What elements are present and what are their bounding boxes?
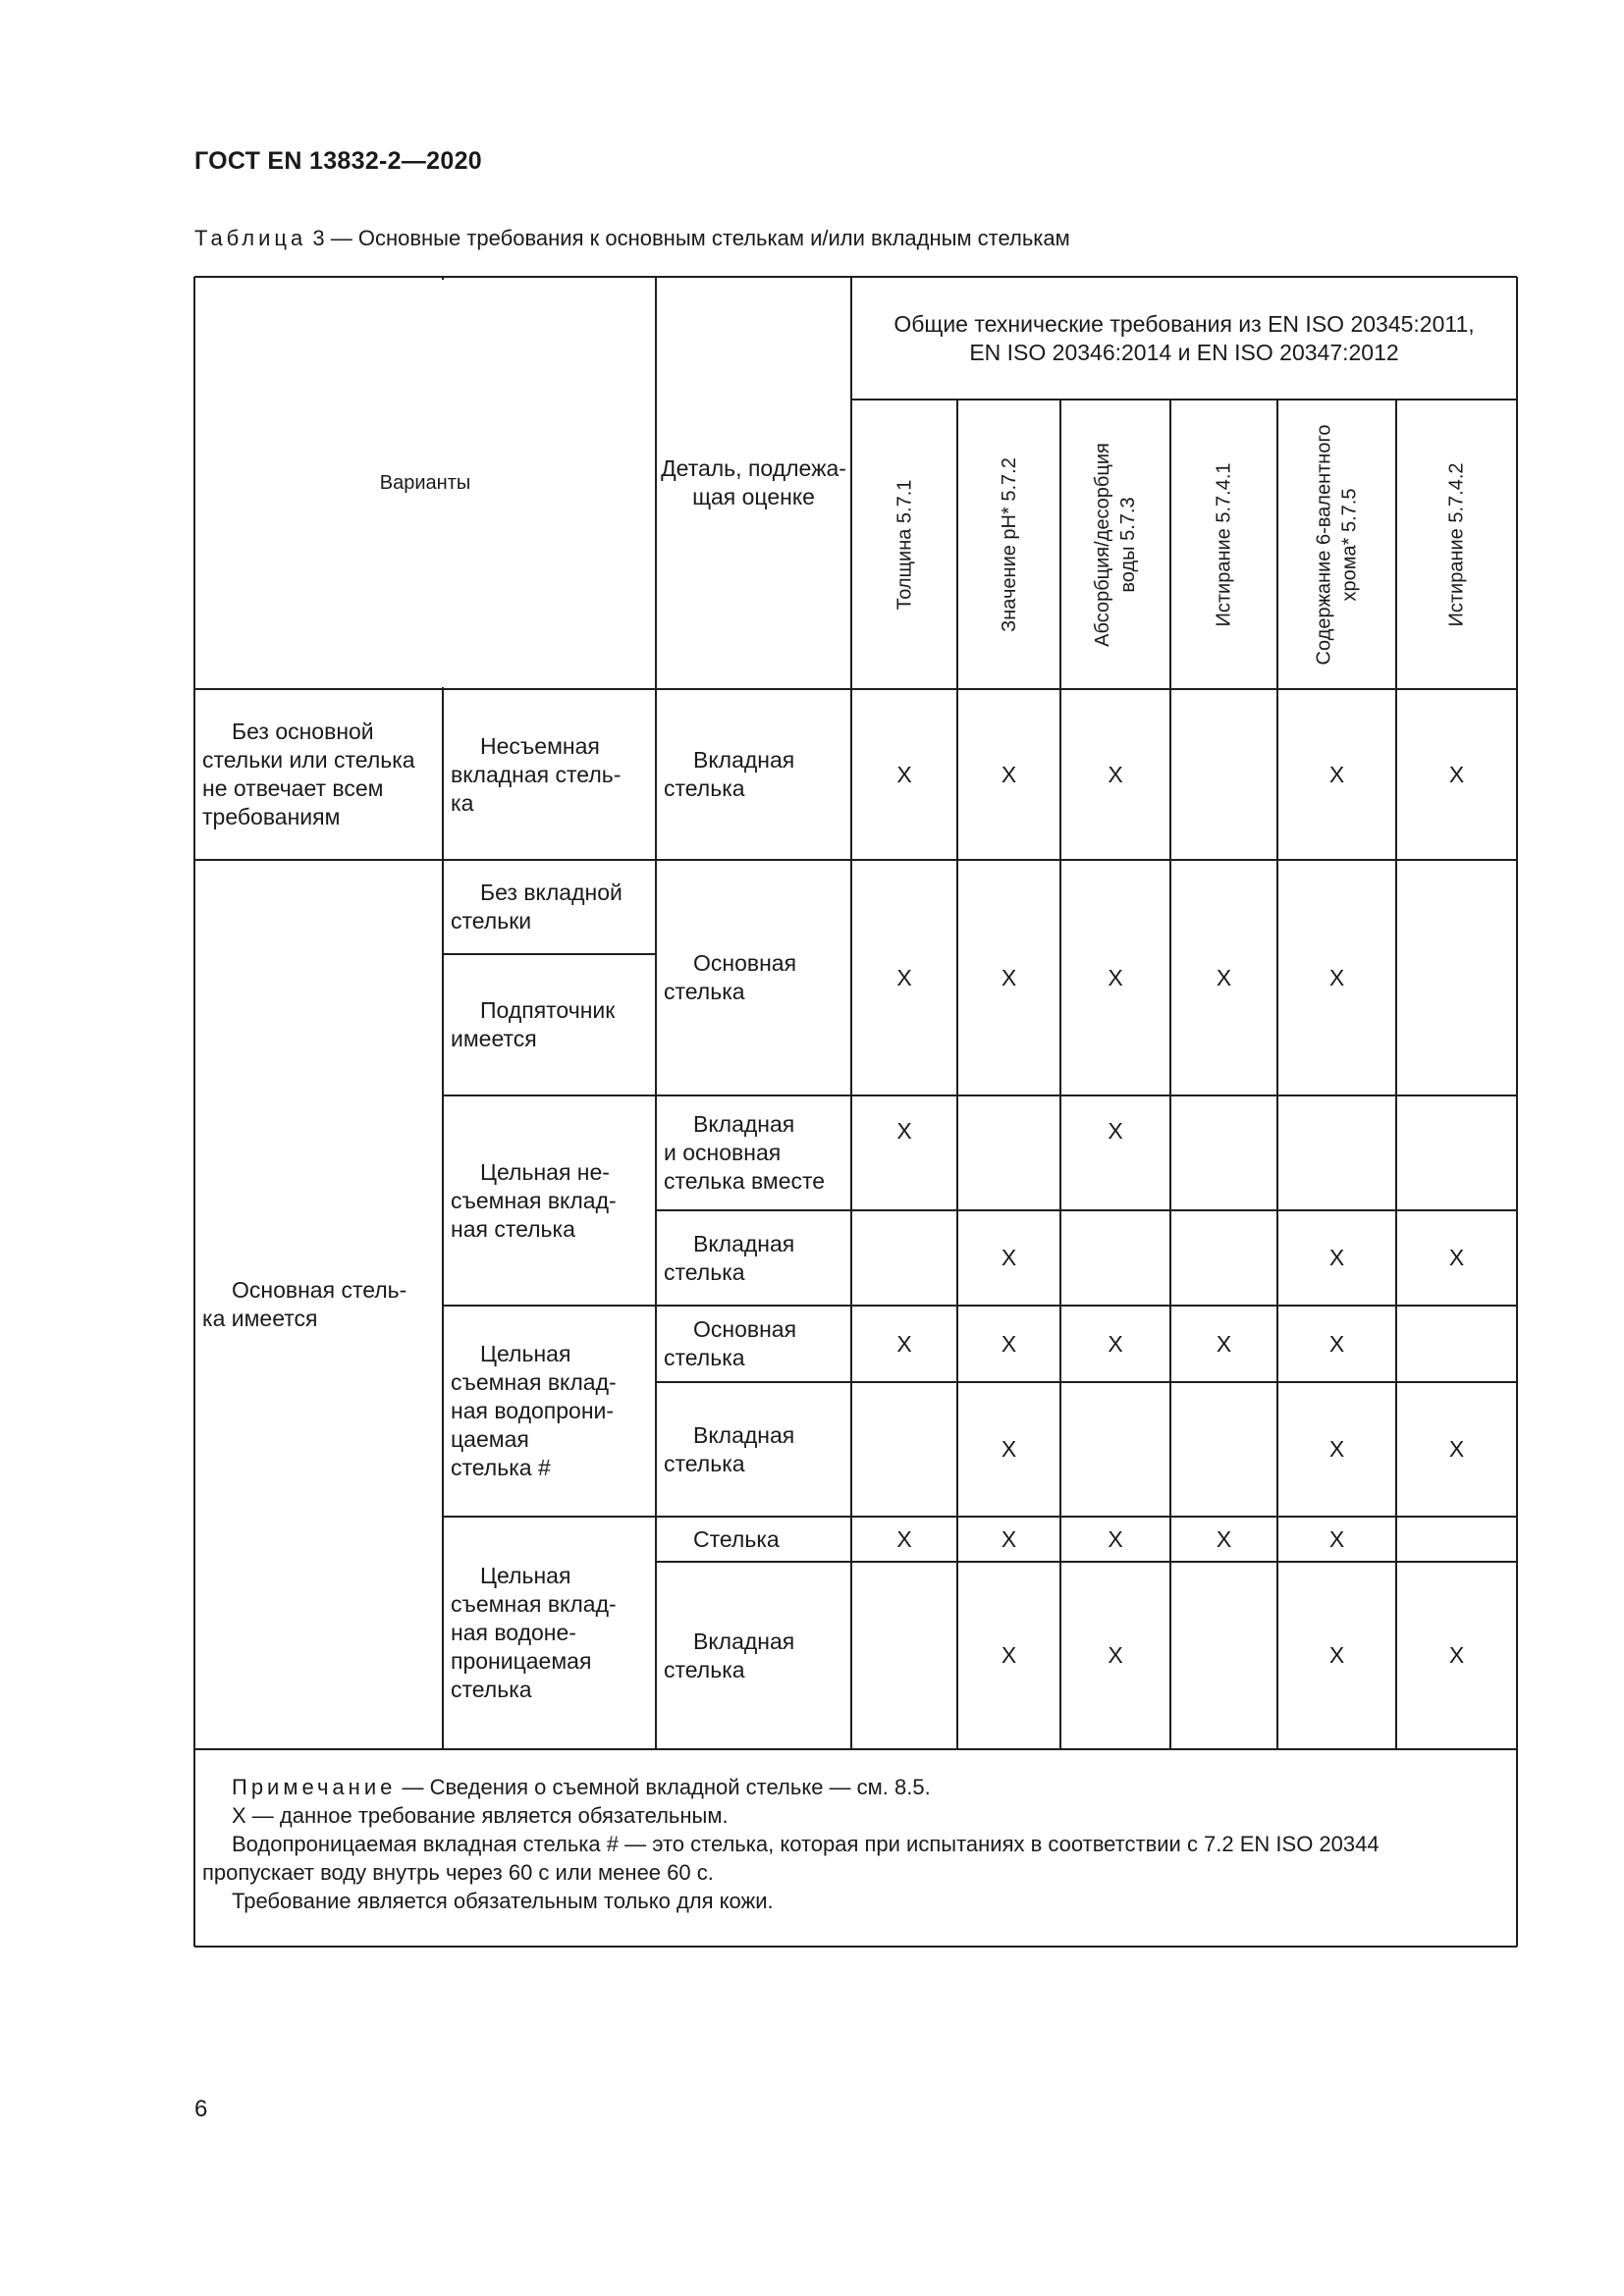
requirement-mark: X <box>896 1525 912 1552</box>
subvariant-line: цаемая <box>451 1426 529 1452</box>
requirement-column-label <box>997 457 1022 632</box>
requirement-mark: X <box>1328 1642 1345 1668</box>
requirement-mark <box>1396 1095 1517 1210</box>
part-line: Стелька <box>693 1525 780 1552</box>
variant-line: не отвечает всем <box>202 775 384 801</box>
subvariant-line: стелька # <box>451 1455 551 1480</box>
requirement-column-header <box>851 400 957 689</box>
part-text <box>664 1110 825 1196</box>
part-line: стелька <box>664 775 745 801</box>
requirement-column-line: Истирание 5.7.4.2 <box>1445 461 1468 627</box>
subvariant-cell <box>443 689 656 860</box>
part-line: стелька вместе <box>664 1168 826 1194</box>
part-cell <box>656 1306 851 1382</box>
requirement-mark: X <box>1001 964 1017 990</box>
requirement-mark <box>1060 1382 1170 1517</box>
requirement-column-line: Толщина 5.7.1 <box>893 479 915 610</box>
part-text <box>664 1315 796 1372</box>
requirement-column-header <box>1396 400 1517 689</box>
table-notes <box>202 1773 1510 1915</box>
part-line: стелька <box>664 1450 745 1476</box>
requirement-column-label <box>1444 462 1470 626</box>
subvariant-line: Цельная не- <box>480 1158 610 1185</box>
requirement-mark <box>1396 1517 1517 1562</box>
requirement-mark <box>1170 1382 1277 1517</box>
subvariant-text <box>451 1562 617 1704</box>
general-requirements-line: EN ISO 20346:2014 и EN ISO 20347:2012 <box>969 339 1399 365</box>
subvariant-line: имеется <box>451 1026 537 1051</box>
variant-text <box>202 1276 406 1333</box>
subvariant-line: ная водопрони- <box>451 1398 615 1423</box>
part-text <box>664 746 794 803</box>
caption-prefix: Таблица <box>194 226 307 250</box>
note-line: Водопроницаемая вкладная стелька # — это стелька, которая при испытаниях в соответствии с 7.2 EN ISO 20344 <box>232 1832 1380 1856</box>
subvariant-cell <box>443 954 656 1095</box>
requirement-mark: X <box>1448 1642 1465 1668</box>
note-label: Примечание <box>232 1775 397 1799</box>
subvariant-line: съемная вклад- <box>451 1591 617 1617</box>
requirement-mark: X <box>1448 1245 1465 1270</box>
requirement-mark: X <box>1328 1436 1345 1462</box>
part-cell <box>656 1210 851 1306</box>
variant-line: требованиям <box>202 804 341 829</box>
requirement-column-line: Абсорбция/десорбция <box>1092 442 1113 647</box>
requirement-mark <box>1170 1095 1277 1210</box>
requirement-mark: X <box>1108 1642 1123 1668</box>
requirement-mark: X <box>1001 1436 1017 1462</box>
requirement-mark: X <box>1108 964 1123 990</box>
table-border-bottom <box>194 1946 1517 1949</box>
requirement-mark: X <box>1216 1525 1232 1552</box>
note-line: X — данное требование является обязательным. <box>232 1803 729 1828</box>
subvariant-cell <box>443 1517 656 1749</box>
general-requirements-line: Общие технические требования из EN ISO 20345:2011, <box>893 310 1475 337</box>
requirement-mark: X <box>1328 1525 1345 1552</box>
part-text <box>664 1628 794 1684</box>
subvariant-text <box>451 1158 617 1244</box>
variant-text <box>202 718 415 831</box>
subvariant-line: ка <box>451 789 474 816</box>
part-cell <box>656 1562 851 1749</box>
requirement-column-label <box>892 479 917 610</box>
subvariant-line: проницаемая <box>451 1648 592 1674</box>
subvariant-cell <box>443 1306 656 1517</box>
variants-header: Варианты <box>379 471 471 494</box>
part-text <box>664 1230 794 1287</box>
requirement-column-line: воды 5.7.3 <box>1117 496 1139 593</box>
caption-text: 3 — Основные требования к основным стелькам и/или вкладным стелькам <box>312 226 1070 250</box>
requirement-mark: X <box>1001 1330 1017 1357</box>
requirement-mark: X <box>1108 761 1123 787</box>
part-line: Вкладная <box>693 1421 795 1448</box>
subvariant-line: Подпяточник <box>480 997 616 1023</box>
subvariant-line: Цельная <box>480 1341 571 1366</box>
page-number: 6 <box>194 2096 208 2122</box>
requirement-mark <box>1170 1210 1277 1306</box>
requirement-mark: X <box>1328 964 1345 990</box>
requirement-mark <box>957 1095 1060 1210</box>
requirement-mark: X <box>1216 1330 1232 1357</box>
requirement-mark <box>1170 689 1277 860</box>
subvariant-line: вкладная стель- <box>451 761 622 787</box>
subvariant-line: ная водоне- <box>451 1620 576 1645</box>
requirement-column-header <box>1277 400 1396 689</box>
requirement-mark: X <box>1328 1330 1345 1357</box>
part-line: стелька <box>664 979 745 1004</box>
part-line: Основная <box>693 950 797 976</box>
part-text <box>664 1421 794 1478</box>
general-requirements-header <box>851 277 1517 400</box>
subvariant-line: ная стелька <box>451 1215 575 1242</box>
part-text <box>664 1525 780 1554</box>
variant-line: Без основной <box>232 719 374 744</box>
requirement-mark: X <box>896 964 912 990</box>
requirement-mark <box>851 1210 957 1306</box>
part-cell <box>656 689 851 860</box>
subvariant-line: съемная вклад- <box>451 1369 617 1395</box>
requirement-mark <box>851 1382 957 1517</box>
part-header-line: щая оценке <box>692 484 815 509</box>
subvariant-line: Цельная <box>480 1563 571 1588</box>
requirement-mark: X <box>896 761 912 787</box>
subvariant-line: съемная вклад- <box>451 1187 617 1213</box>
requirement-mark: X <box>1001 761 1017 787</box>
requirement-mark <box>1170 1562 1277 1749</box>
variant-line: ка имеется <box>202 1306 318 1331</box>
requirement-column-line: Содержание 6-валентного <box>1313 424 1335 665</box>
requirement-mark: X <box>1328 1245 1345 1270</box>
part-line: Вкладная <box>693 747 795 773</box>
requirement-mark: X <box>896 1118 912 1144</box>
part-line: Вкладная <box>693 1111 795 1137</box>
requirement-mark: X <box>1108 1330 1123 1357</box>
table-caption <box>194 226 1070 251</box>
part-cell <box>656 1095 851 1210</box>
part-line: Основная <box>693 1316 797 1342</box>
requirement-mark: X <box>1001 1525 1017 1552</box>
subvariant-text <box>451 732 621 818</box>
requirement-mark: X <box>1216 964 1232 990</box>
variant-cell <box>194 689 443 860</box>
subvariant-text <box>451 996 615 1053</box>
part-line: стелька <box>664 1258 745 1285</box>
part-line: Вкладная <box>693 1628 795 1654</box>
variant-cell <box>194 860 443 1749</box>
subvariant-text <box>451 879 623 935</box>
requirement-mark <box>1396 1306 1517 1382</box>
requirement-column-line: Истирание 5.7.4.1 <box>1213 461 1235 627</box>
requirement-mark: X <box>1448 761 1465 787</box>
subvariant-line: Без вкладной <box>480 880 623 905</box>
requirement-column-header <box>1060 400 1170 689</box>
variant-line: Основная стель- <box>232 1277 407 1303</box>
subvariant-cell <box>443 860 656 954</box>
requirement-column-header <box>957 400 1060 689</box>
subvariant-text <box>451 1340 617 1482</box>
part-line: и основная <box>664 1140 782 1165</box>
requirement-mark: X <box>896 1330 912 1357</box>
requirement-mark: X <box>1328 761 1345 787</box>
subvariant-cell <box>443 1095 656 1306</box>
note-line: пропускает воду внутрь через 60 с или менее 60 с. <box>202 1860 714 1885</box>
requirement-mark <box>1060 1210 1170 1306</box>
part-cell <box>656 860 851 1095</box>
part-line: стелька <box>664 1656 745 1682</box>
requirement-column-header <box>1170 400 1277 689</box>
note-line: Требование является обязательным только для кожи. <box>232 1889 774 1913</box>
requirement-column-label <box>1090 443 1141 647</box>
variant-line: стельки или стелька <box>202 747 415 773</box>
part-line: Вкладная <box>693 1230 795 1256</box>
requirement-mark: X <box>1108 1525 1123 1552</box>
subvariant-line: стельки <box>451 908 532 934</box>
part-header <box>656 277 851 689</box>
requirement-mark: X <box>1001 1642 1017 1668</box>
part-cell <box>656 1382 851 1517</box>
subvariant-line: Несъемная <box>480 732 600 759</box>
requirement-column-label <box>1312 424 1363 665</box>
part-header-line: Деталь, подлежа- <box>661 455 846 481</box>
part-header-text <box>661 454 846 511</box>
requirement-mark <box>851 1562 957 1749</box>
part-cell <box>656 1517 851 1562</box>
requirement-column-line: хрома* 5.7.5 <box>1338 488 1361 601</box>
requirement-column-label <box>1212 462 1237 626</box>
part-line: стелька <box>664 1345 745 1370</box>
requirement-mark: X <box>1001 1245 1017 1270</box>
general-requirements-text <box>893 310 1474 367</box>
note-text: — Сведения о съемной вкладной стельке — см. 8.5. <box>396 1775 931 1799</box>
requirement-mark <box>1396 860 1517 1095</box>
requirement-mark <box>1277 1095 1396 1210</box>
requirements-table <box>194 277 1517 1947</box>
part-text <box>664 949 796 1006</box>
requirement-column-line: Значение pH* 5.7.2 <box>998 456 1020 632</box>
requirement-mark: X <box>1448 1436 1465 1462</box>
document-code: ГОСТ EN 13832-2—2020 <box>194 147 482 175</box>
note-line <box>202 1773 1510 1801</box>
requirement-mark: X <box>1108 1118 1123 1144</box>
subvariant-line: стелька <box>451 1677 532 1702</box>
